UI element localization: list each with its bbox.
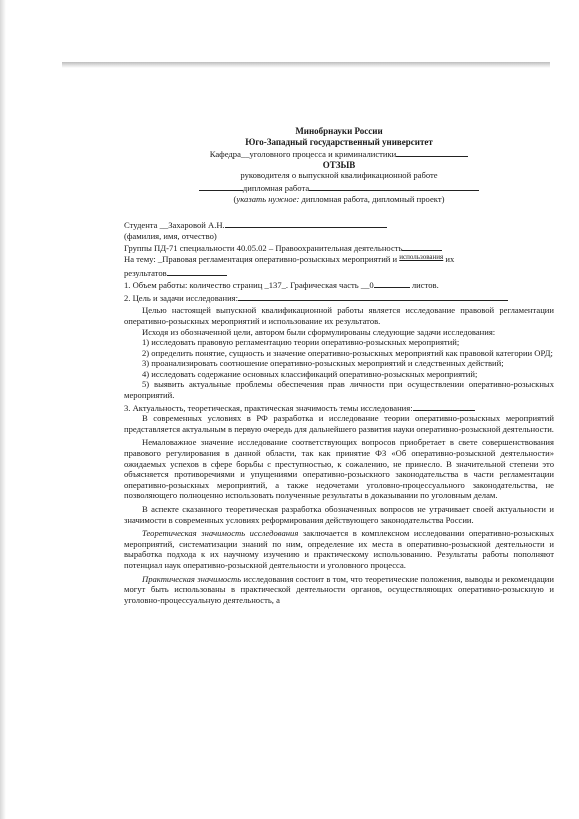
university-heading: Юго-Западный государственный университет	[245, 136, 433, 147]
task-item: 4) исследовать содержание основных классификаций оперативно-розыскных мероприятий;	[142, 368, 478, 379]
section-1: 1. Объем работы: количество страниц _137_. Графическая часть __0 листов.	[124, 280, 439, 291]
theoretical-significance-paragraph: Теоретическая значимость исследования заключается в комплексном исследовании оперативно-розыскных мероприятий, систематизации знаний по ним, определение их места в оперативно-розыскной деятельности и выработка подхода к их научному изучению и практическому использованию. Результаты работы пополняют потенциал наук оперативно-розыскной деятельности и уголовного процесса.	[124, 528, 555, 570]
blank-underline	[413, 401, 475, 411]
relevance-paragraph: В современных условиях в РФ разработка и исследование теории оперативно-розыскных мероприятий представляется актуальным в первую очередь для дальнейшего развития науки оперативно-розыскной деятельности.	[124, 413, 554, 434]
student-caption: (фамилия, имя, отчество)	[124, 230, 217, 241]
department-line: Кафедра__уголовного процесса и криминалистики	[124, 147, 554, 160]
blank-underline	[402, 241, 442, 251]
blank-underline	[396, 147, 468, 157]
task-item: 3) проанализировать соотношение оперативно-розыскных мероприятий и следственных действий;	[142, 358, 504, 369]
relevance-paragraph: Немаловажное значение исследование соответствующих вопросов приобретает в свете совершенствования правового регулирования в данной области, так как принятие ФЗ «Об оперативно-розыскной деятельности» ожидаемых успехов в сфере борьбы с преступностью, к сожалению, не принесло. В значительной степени это объясняется противоречиями и упущениями оперативно-розыскного законодательства в части регламентации оперативно-розыскных мероприятий, а также недочетами уголовно-процессуального законодательства, не позволяющего полноценно использовать полученные результаты в доказывании по уголовным делам.	[124, 437, 554, 501]
section-3: 3. Актуальность, теоретическая, практическая значимость темы исследования:	[124, 401, 554, 414]
scan-edge-left	[0, 0, 6, 819]
task-item: 5) выявить актуальные проблемы обеспечения прав личности при осуществлении оперативно-розыскных мероприятий.	[124, 379, 554, 401]
topic-line-2: результатов	[124, 266, 554, 279]
blank-underline	[374, 278, 410, 288]
blank-underline	[167, 266, 227, 276]
section-2: 2. Цель и задачи исследования:	[124, 291, 554, 304]
practical-significance-paragraph: Практическая значимость исследования состоит в том, что теоретические положения, выводы и рекомендации могут быть использованы в практической деятельности органов, осуществляющих оперативно-розыскную и уголовно-процессуальную деятельность, а	[124, 573, 555, 605]
blank-underline	[225, 218, 387, 228]
tasks-intro: Исходя из обозначенной цели, автором были сформулированы следующие задачи исследования:	[142, 326, 496, 337]
review-document	[124, 126, 554, 605]
blank-underline	[199, 181, 243, 191]
group-line: Группы ПД-71 специальности 40.05.02 – Правоохранительная деятельность	[124, 241, 554, 254]
topic-line: На тему: _Правовая регламентация оперативно-розыскных мероприятий и $^{использования}$ их	[124, 252, 455, 264]
work-type-line: дипломная работа	[124, 181, 554, 194]
hint-line: (указать нужное: дипломная работа, дипломный проект)	[233, 193, 445, 204]
task-item: 2) определить понятие, сущность и значение оперативно-розыскных мероприятий как правовой категории ОРД;	[142, 347, 553, 358]
ministry-heading: Минобрнауки России	[295, 126, 383, 136]
document-title: ОТЗЫВ	[322, 159, 356, 170]
goal-paragraph: Целью настоящей выпускной квалификационной работы является исследование правовой регламентации оперативно-розыскных мероприятий и использование их результатов.	[124, 305, 554, 326]
blank-underline	[309, 181, 479, 191]
relevance-paragraph: В аспекте сказанного теоретическая разработка обозначенных вопросов не утрачивает своей актуальности и значимости в современных условиях реформирования действующего законодательства России.	[124, 504, 554, 525]
document-subtitle: руководителя о выпускной квалификационной работе	[240, 170, 438, 181]
task-item: 1) исследовать правовую регламентацию теории оперативно-розыскных мероприятий;	[142, 337, 460, 348]
student-line: Студента __Захаровой А.Н.	[124, 218, 554, 231]
scan-edge-top	[62, 62, 550, 68]
blank-underline	[238, 291, 508, 301]
